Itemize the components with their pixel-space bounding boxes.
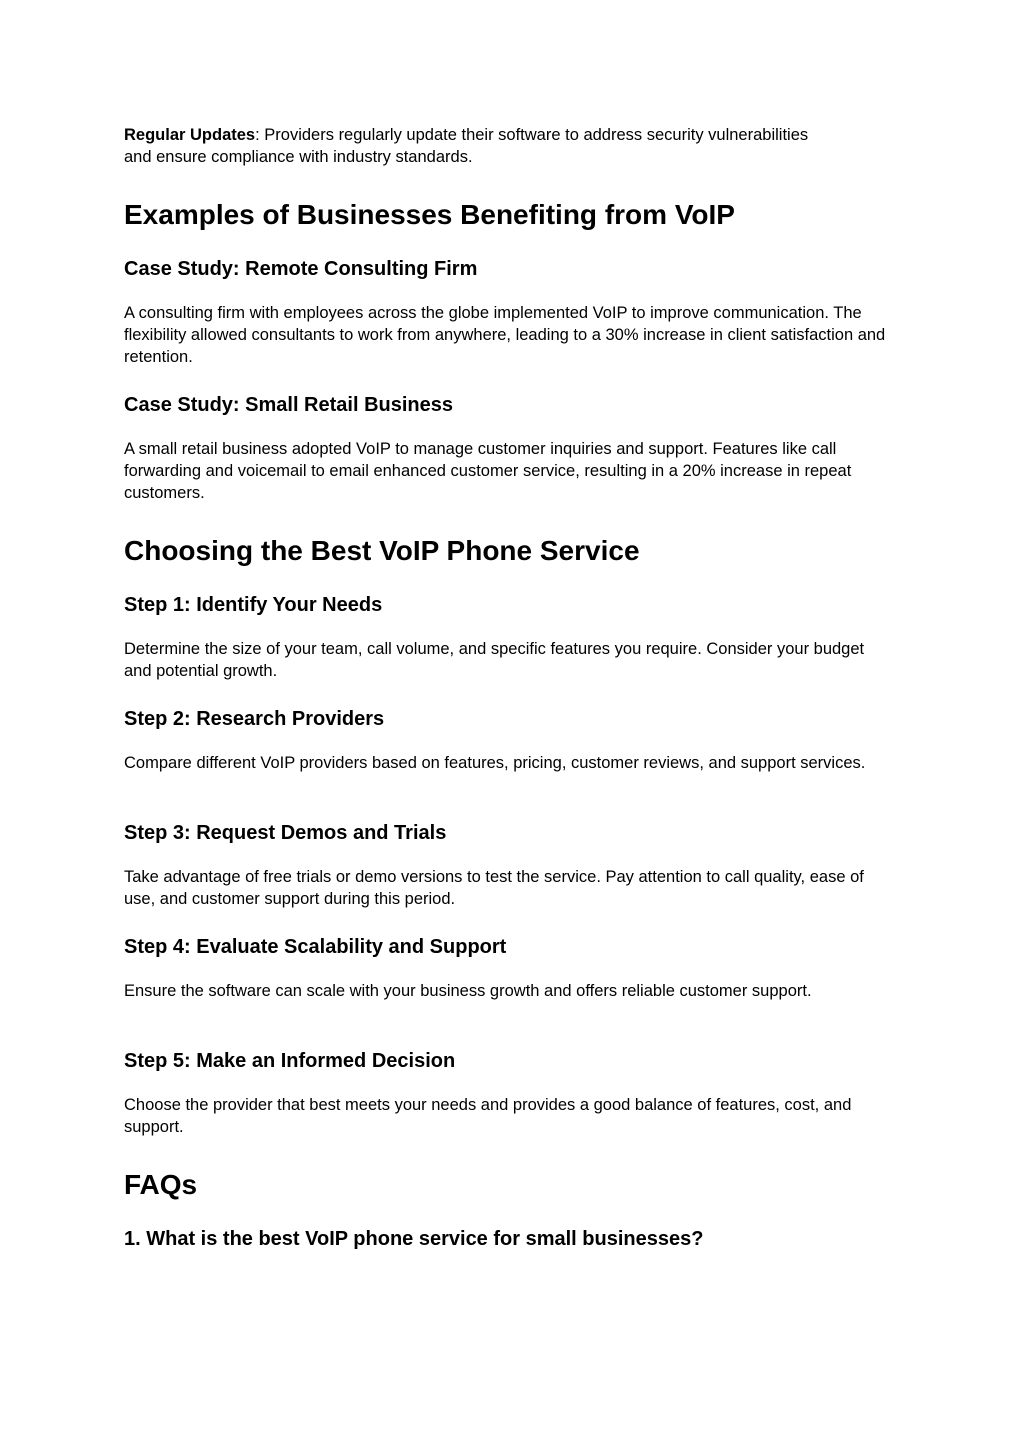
step2-heading: Step 2: Research Providers [124, 708, 385, 730]
regular-updates-label: Regular Updates [124, 126, 256, 144]
case-study-consulting-heading: Case Study: Remote Consulting Firm [124, 258, 478, 280]
examples-heading: Examples of Businesses Benefiting from VoIP [124, 199, 735, 230]
case-study-consulting-text: A consulting firm with employees across the globe implemented VoIP to improve communication. The flexibility allowed consultants to work from anywhere, leading to a 30% increase in client satisfaction and retention. [124, 304, 886, 366]
regular-updates-paragraph [124, 124, 814, 168]
case-study-retail-heading: Case Study: Small Retail Business [124, 394, 454, 416]
step1-heading: Step 1: Identify Your Needs [124, 594, 383, 616]
step3-heading: Step 3: Request Demos and Trials [124, 822, 447, 844]
step4-text: Ensure the software can scale with your business growth and offers reliable customer support. [124, 982, 812, 1000]
faq-question-1: 1. What is the best VoIP phone service for small businesses? [124, 1228, 704, 1250]
step1-text: Determine the size of your team, call volume, and specific features you require. Consider your budget and potential growth. [124, 640, 865, 680]
step5-heading: Step 5: Make an Informed Decision [124, 1050, 456, 1072]
faqs-heading: FAQs [124, 1169, 198, 1200]
step4-heading: Step 4: Evaluate Scalability and Support [124, 936, 507, 958]
choosing-heading: Choosing the Best VoIP Phone Service [124, 535, 640, 566]
step2-text: Compare different VoIP providers based on features, pricing, customer reviews, and support services. [124, 754, 866, 772]
step3-text: Take advantage of free trials or demo versions to test the service. Pay attention to call quality, ease of use, and customer support during this period. [124, 868, 864, 908]
regular-updates-text: : Providers regularly update their software to address security vulnerabilities and ensure compliance with industry standards. [124, 126, 809, 166]
step5-text: Choose the provider that best meets your needs and provides a good balance of features, cost, and support. [124, 1096, 852, 1136]
case-study-retail-text: A small retail business adopted VoIP to manage customer inquiries and support. Features like call forwarding and voicemail to email enhanced customer service, resulting in a 20% increase in repeat customers. [124, 440, 852, 502]
